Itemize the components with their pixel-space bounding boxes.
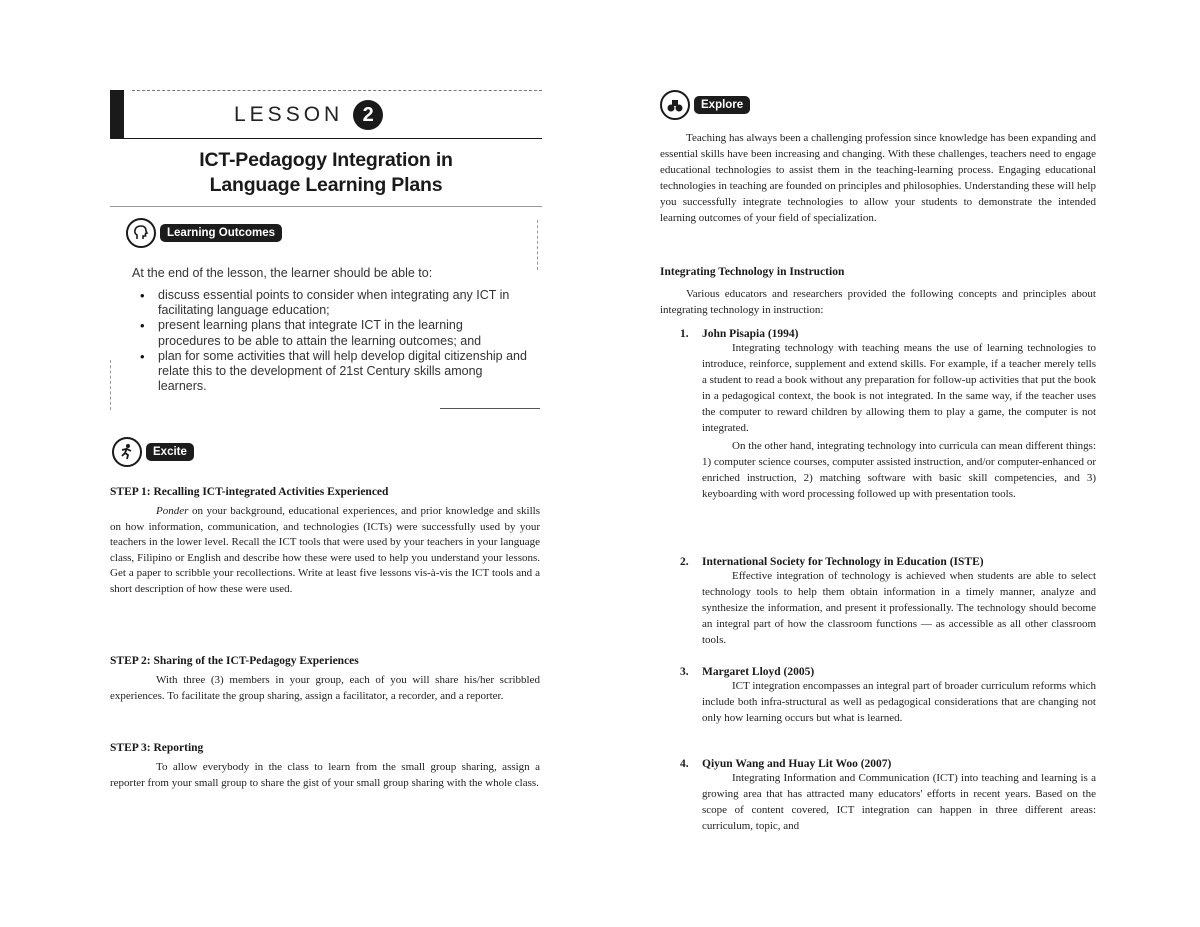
outcomes-end-rule [440,408,540,409]
reference-paragraph: Integrating Information and Communication (ICT) into teaching and learning is a growing area that has attracted many educators' efforts in recent years. Based on the scope of content covered, ICT integration can happen in three different areas: curriculum, topic, and [702,772,1096,832]
lesson-title [110,148,542,198]
lesson-title-line2: Language Learning Plans [209,174,443,196]
step-2-title: STEP 2: Sharing of the ICT-Pedagogy Experiences [110,655,359,667]
reference-name: Qiyun Wang and Huay Lit Woo (2007) [702,758,892,770]
step-3 [110,742,540,791]
step-2 [110,655,540,704]
excite-heading [112,437,194,467]
lesson-title-line1: ICT-Pedagogy Integration in [199,149,453,171]
section-intro: Various educators and researchers provided the following concepts and principles about integrating technology in instruction: [660,288,1096,316]
title-rule [110,206,542,207]
lesson-top-rule [132,90,542,91]
outcomes-list [138,288,528,394]
reference-body [702,340,1096,502]
reference-item-3 [680,666,1096,726]
list-item: • plan for some activities that will help develop digital citizenship and relate this to the development of 21st Century skills among learners. [138,349,528,395]
reference-heading [680,556,1096,568]
step-2-text: With three (3) members in your group, each of you will share his/her scribbled experiences. To facilitate the group sharing, assign a facilitator, a recorder, and a reporter. [110,674,540,702]
margin-dash [537,220,538,270]
section-title: Integrating Technology in Instruction [660,266,845,278]
reference-body [702,678,1096,726]
runner-icon [112,437,142,467]
reference-number: 3. [680,666,689,678]
reference-body [702,568,1096,648]
lesson-side-bar [110,90,124,138]
reference-heading [680,328,1096,340]
explore-intro: Teaching has always been a challenging profession since knowledge has been expanding and essential skills have been increasing and changing. With these challenges, teachers need to engage educational technologies to assist them in the teaching-learning process. Engaging educational technologies in teaching are founded on principles and philosophies. Understanding these will help you successfully integrate technologies to allow your students to demonstrate the intended learning outcomes of your field of specialization. [660,132,1096,224]
head-profile-icon [126,218,156,248]
reference-paragraph: Effective integration of technology is achieved when students are able to select technology tools to help them obtain information in a timely manner, analyze and synthesize the information, and present it professionally. The technology should become an integral part of how the classroom functions — as accessible as all other classroom tools. [702,570,1096,646]
step-1-body: on your background, educational experiences, and prior knowledge and skills on how information, communication, and technologies (ICTs) were successfully used by your teachers in the lower level. Recall the ICT tools that were used by your teachers in your language class, Filipino or English and describe how these were used to help you understand your lessons. Get a paper to scribble your recollections. Write at least five lessons vis-à-vis the ICT tools and a short description of how these were used. [110,505,540,595]
binoculars-icon [660,90,690,120]
lesson-header [234,100,383,130]
reference-number: 2. [680,556,689,568]
lesson-label: LESSON [234,103,344,126]
step-1-text [110,504,540,597]
lesson-number-icon: 2 [353,100,383,130]
list-item: • discuss essential points to consider when integrating any ICT in facilitating language education; [138,288,528,318]
reference-paragraph: On the other hand, integrating technology into curricula can mean different things: 1) computer science courses, computer assisted instruction, and/or computer-enhanced or enriched instruction, 2) matching software with basic skill competencies, and 3) keyboarding with word processing followed up with presentation tools. [702,440,1096,500]
reference-item-1 [680,328,1096,502]
reference-name: International Society for Technology in Education (ISTE) [702,556,984,568]
reference-paragraph: Integrating technology with teaching means the use of learning technologies to introduce, reinforce, supplement and extend skills. For example, if a teacher merely tells a student to read a book without any preparation for follow-up activities that put the book in a pedagogical context, the book is not integrated. In the same way, if the teacher uses the computer to reward children by allowing them to play a game, the computer is not integrated. [702,342,1096,434]
list-item: • present learning plans that integrate ICT in the learning procedures to be able to attain the learning outcomes; and [138,318,528,348]
step-1-lead: Ponder [156,505,189,517]
step-3-text: To allow everybody in the class to learn from the small group sharing, assign a reporter from your small group to share the gist of your small group sharing with the whole class. [110,761,540,789]
reference-heading [680,758,1096,770]
explore-badge: Explore [694,96,750,114]
reference-body [702,770,1096,834]
reference-number: 1. [680,328,689,340]
reference-paragraph: ICT integration encompasses an integral part of broader curriculum reforms which include both infra-structural as well as pedagogical considerations that are changing not only how learning occurs but what is learned. [702,680,1096,724]
step-3-title: STEP 3: Reporting [110,742,204,754]
reference-heading [680,666,1096,678]
step-1 [110,486,540,597]
outcomes-intro: At the end of the lesson, the learner should be able to: [132,266,433,280]
learning-outcomes-badge: Learning Outcomes [160,224,282,242]
lesson-header-rule [110,138,542,139]
margin-dash [110,360,111,410]
reference-item-4 [680,758,1096,834]
learning-outcomes-heading [126,218,282,248]
explore-heading [660,90,750,120]
reference-name: Margaret Lloyd (2005) [702,666,815,678]
excite-badge: Excite [146,443,194,461]
reference-item-2 [680,556,1096,648]
step-1-title: STEP 1: Recalling ICT-integrated Activities Experienced [110,486,389,498]
reference-name: John Pisapia (1994) [702,328,799,340]
reference-number: 4. [680,758,689,770]
